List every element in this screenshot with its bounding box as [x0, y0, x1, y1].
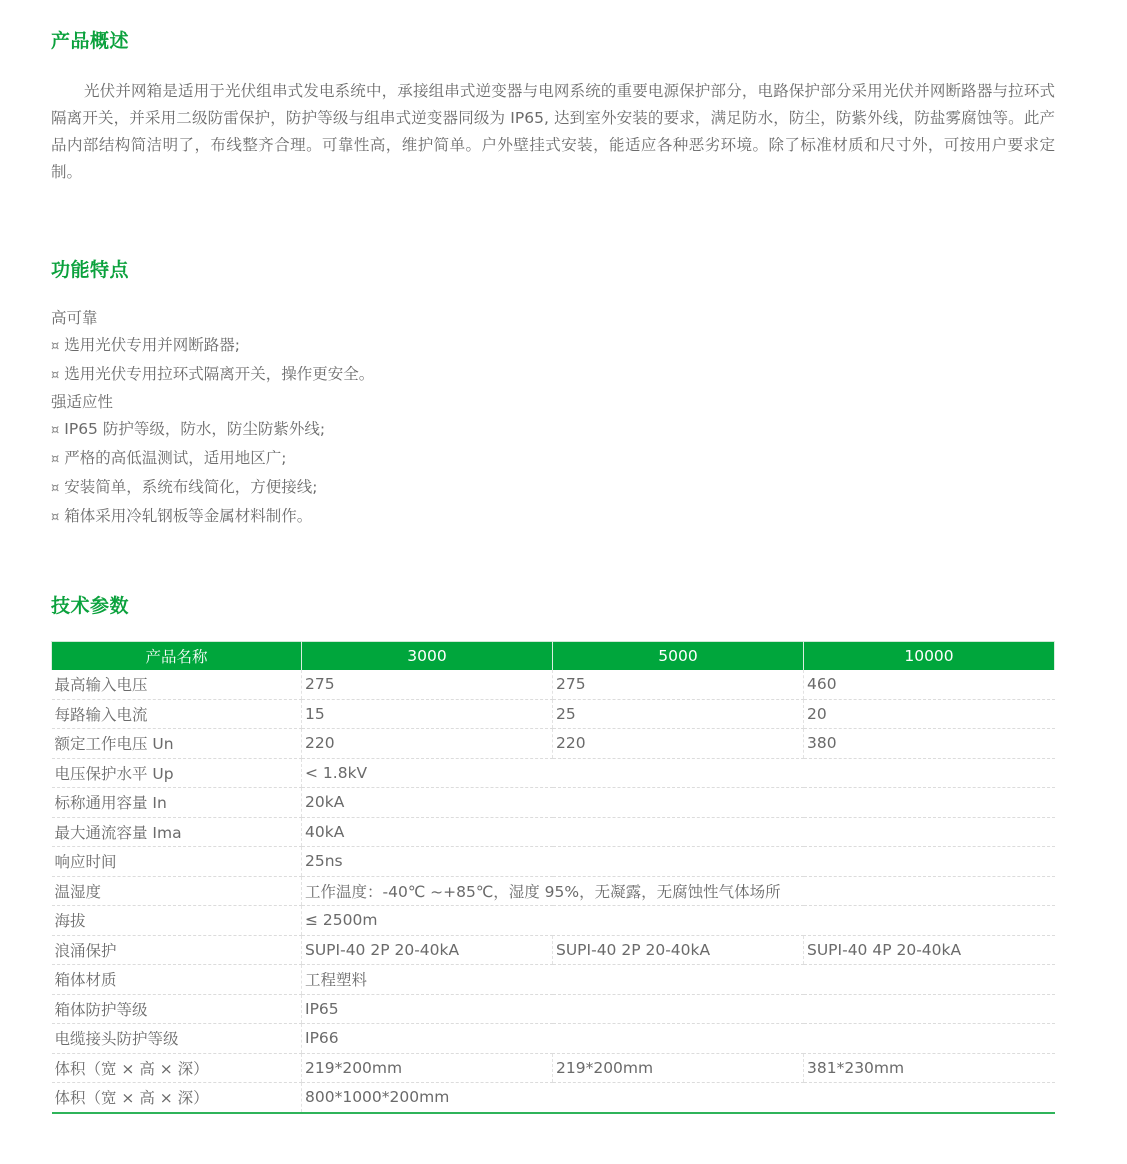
- table-row: [52, 758, 1055, 788]
- feature-item: ¤ 选用光伏专用拉环式隔离开关，操作更安全。: [51, 364, 375, 383]
- cell-value: < 1.8kV: [302, 758, 1055, 788]
- table-row: [52, 1024, 1055, 1054]
- table-row: [52, 817, 1055, 847]
- spec-table: [51, 641, 1055, 1114]
- bullet-icon: ¤: [51, 480, 60, 496]
- row-label: 箱体材质: [52, 965, 302, 995]
- cell-value: 275: [302, 670, 553, 699]
- row-label: 海拔: [52, 906, 302, 936]
- features-title: 功能特点: [51, 259, 130, 281]
- bullet-icon: ¤: [51, 423, 60, 439]
- cell-value: SUPI-40 2P 20-40kA: [302, 935, 553, 965]
- bullet-icon: ¤: [51, 338, 60, 354]
- cell-value: 275: [553, 670, 804, 699]
- row-label: 浪涌保护: [52, 935, 302, 965]
- feature-item: ¤ 安装简单，系统布线简化，方便接线;: [51, 477, 318, 496]
- cell-value: 220: [553, 729, 804, 759]
- cell-value: SUPI-40 2P 20-40kA: [553, 935, 804, 965]
- table-row: [52, 699, 1055, 729]
- row-label: 体积（宽 × 高 × 深）: [52, 1053, 302, 1083]
- cell-value: 40kA: [302, 817, 1055, 847]
- cell-value: IP65: [302, 994, 1055, 1024]
- row-label: 最大通流容量 Ima: [52, 817, 302, 847]
- feature-item: ¤ 严格的高低温测试，适用地区广;: [51, 448, 287, 467]
- cell-value: 工程塑料: [302, 965, 1055, 995]
- table-row: [52, 788, 1055, 818]
- row-label: 体积（宽 × 高 × 深）: [52, 1083, 302, 1113]
- bullet-icon: ¤: [51, 451, 60, 467]
- table-row: [52, 935, 1055, 965]
- cell-value: 381*230mm: [804, 1053, 1055, 1083]
- cell-value: 380: [804, 729, 1055, 759]
- cell-value: 25: [553, 699, 804, 729]
- table-row: [52, 876, 1055, 906]
- overview-paragraph: 光伏并网箱是适用于光伏组串式发电系统中，承接组串式逆变器与电网系统的重要电源保护部分，电路保护部分采用光伏并网断路器与拉环式隔离开关，并采用二级防雷保护，防护等级与组串式逆变器同级为 IP65, 达到室外安装的要求，满足防水，防尘，防紫外线，防盐雾腐蚀等。此产品内部结构简洁明了，布线整齐合理。可靠性高，维护简单。户外壁挂式安装，能适应各种恶劣环境。除了标准材质和尺寸外，可按用户要求定制。: [51, 82, 1055, 181]
- table-row: [52, 729, 1055, 759]
- bullet-icon: ¤: [51, 509, 60, 525]
- row-label: 箱体防护等级: [52, 994, 302, 1024]
- table-header-row: [52, 642, 1055, 671]
- table-row: [52, 670, 1055, 699]
- cell-value: 460: [804, 670, 1055, 699]
- feature-item: ¤ IP65 防护等级，防水，防尘防紫外线;: [51, 420, 326, 439]
- cell-value: 15: [302, 699, 553, 729]
- table-row: [52, 1053, 1055, 1083]
- cell-value: 219*200mm: [553, 1053, 804, 1083]
- column-header-10000: 10000: [804, 642, 1055, 671]
- cell-value: 800*1000*200mm: [302, 1083, 1055, 1113]
- feature-group-heading: 高可靠: [51, 309, 98, 327]
- cell-value: 20kA: [302, 788, 1055, 818]
- table-row: [52, 847, 1055, 877]
- cell-value: 25ns: [302, 847, 1055, 877]
- cell-value: 工作温度：-40℃ ~+85℃，湿度 95%，无凝露，无腐蚀性气体场所: [302, 876, 1055, 906]
- cell-value: SUPI-40 4P 20-40kA: [804, 935, 1055, 965]
- row-label: 电缆接头防护等级: [52, 1024, 302, 1054]
- cell-value: 219*200mm: [302, 1053, 553, 1083]
- bullet-icon: ¤: [51, 367, 60, 383]
- specs-title: 技术参数: [51, 595, 130, 617]
- column-header-product-name: 产品名称: [52, 642, 302, 671]
- row-label: 响应时间: [52, 847, 302, 877]
- feature-item: ¤ 箱体采用冷轧钢板等金属材料制作。: [51, 506, 313, 525]
- row-label: 标称通用容量 In: [52, 788, 302, 818]
- row-label: 每路输入电流: [52, 699, 302, 729]
- features-list: [51, 305, 751, 531]
- feature-group-heading: 强适应性: [51, 393, 114, 412]
- row-label: 最高输入电压: [52, 670, 302, 699]
- feature-item: ¤ 选用光伏专用并网断路器;: [51, 335, 241, 354]
- overview-title: 产品概述: [51, 30, 130, 52]
- table-row: [52, 906, 1055, 936]
- cell-value: 20: [804, 699, 1055, 729]
- cell-value: ≤ 2500m: [302, 906, 1055, 936]
- row-label: 额定工作电压 Un: [52, 729, 302, 759]
- table-row: [52, 1083, 1055, 1113]
- table-row: [52, 965, 1055, 995]
- column-header-3000: 3000: [302, 642, 553, 671]
- column-header-5000: 5000: [553, 642, 804, 671]
- cell-value: 220: [302, 729, 553, 759]
- cell-value: IP66: [302, 1024, 1055, 1054]
- row-label: 温湿度: [52, 876, 302, 906]
- row-label: 电压保护水平 Up: [52, 758, 302, 788]
- table-row: [52, 994, 1055, 1024]
